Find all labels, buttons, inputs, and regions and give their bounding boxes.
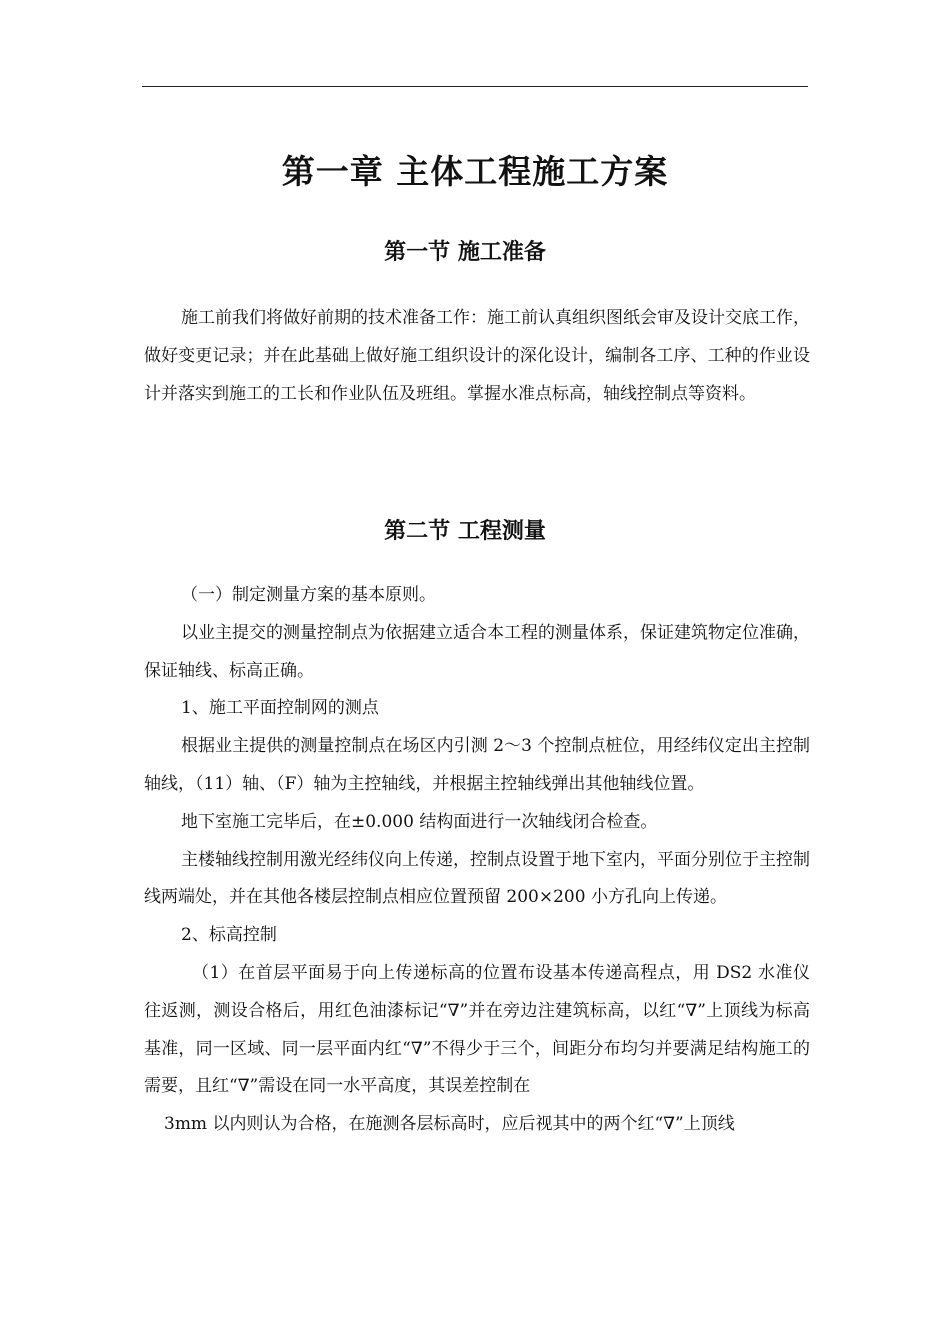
paragraph: 3mm 以内则认为合格，在施测各层标高时，应后视其中的两个红“∇”上顶线 <box>164 1114 735 1135</box>
paragraph: 主楼轴线控制用激光经纬仪向上传递，控制点设置于地下室内，平面分别位于主控制线两端处，并在其他各楼层控制点相应位置预留 200×200 小方孔向上传递。 <box>144 849 810 908</box>
header-rule <box>142 86 808 87</box>
section-1-body <box>144 300 810 413</box>
subheading: 2、标高控制 <box>181 925 277 946</box>
paragraph: （1）在首层平面易于向上传递标高的位置布设基本传递高程点，用 DS2 水准仪往返测，测设合格后，用红色油漆标记“∇”并在旁边注建筑标高，以红“∇”上顶线为标高基准，同一区域、同一层平面内红“∇”不得少于三个，间距分布均匀并要满足结构施工的需要，且红“∇”需设在同一水平高度，其误差控制在 <box>144 962 810 1097</box>
paragraph: 根据业主提供的测量控制点在场区内引测 2～3 个控制点桩位，用经纬仪定出主控制轴线，（11）轴、（F）轴为主控轴线，并根据主控轴线弹出其他轴线位置。 <box>144 736 810 794</box>
section-1-title: 第一节 施工准备 <box>384 240 546 265</box>
paragraph: 施工前我们将做好前期的技术准备工作：施工前认真组织图纸会审及设计交底工作，做好变更记录；并在此基础上做好施工组织设计的深化设计，编制各工序、工种的作业设计并落实到施工的工长和作业队伍及班组。掌握水准点标高，轴线控制点等资料。 <box>144 308 810 404</box>
paragraph: 以业主提交的测量控制点为依据建立适合本工程的测量体系，保证建筑物定位准确，保证轴线、标高正确。 <box>144 622 810 681</box>
subheading: 1、施工平面控制网的测点 <box>181 698 379 719</box>
chapter-title: 第一章 主体工程施工方案 <box>281 152 669 191</box>
subheading: （一）制定测量方案的基本原则。 <box>181 585 436 605</box>
paragraph: 地下室施工完毕后，在±0.000 结构面进行一次轴线闭合检查。 <box>181 811 658 832</box>
section-2-body <box>144 577 810 1144</box>
section-2-title: 第二节 工程测量 <box>384 519 546 544</box>
